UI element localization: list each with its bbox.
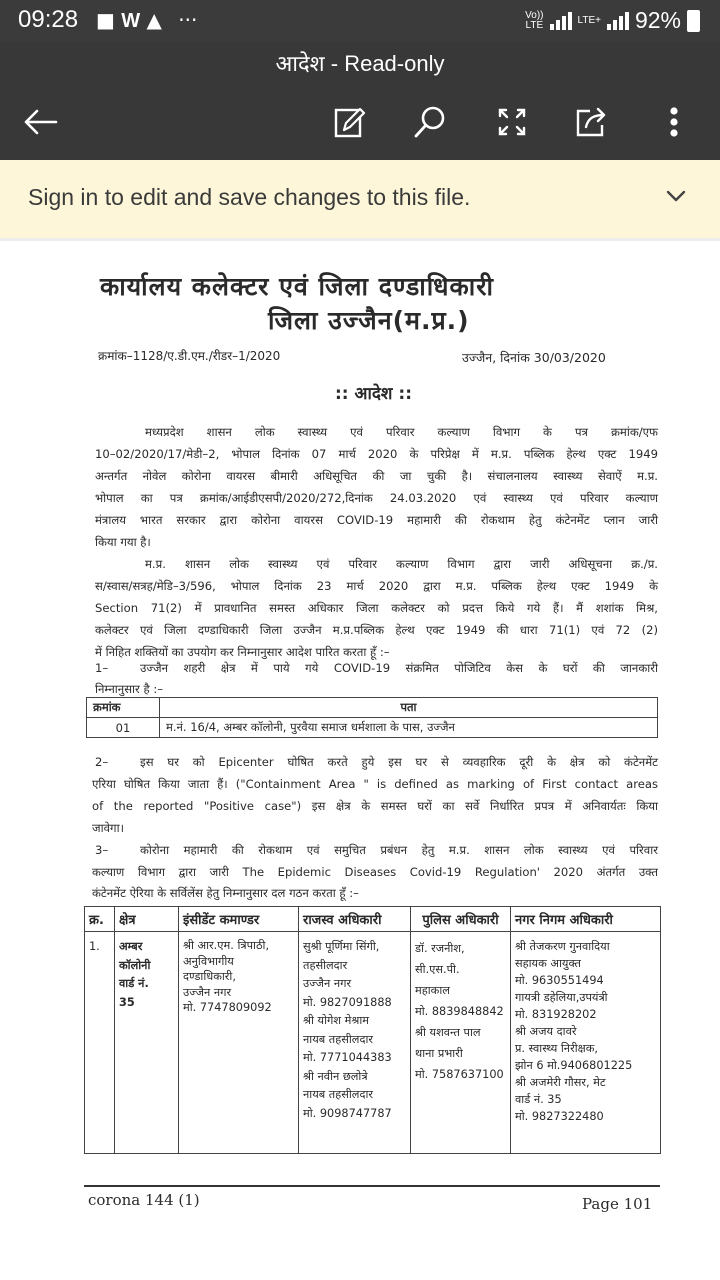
- table-cell-area: अम्बर कॉलोनी वार्ड नं. 35: [115, 932, 179, 1154]
- para1-line: अन्तर्गत नोवेल कोरोना वायरस बीमारी अधिसूचित की जा चुकी है। संचालनालय स्वास्थ्य सेवाऐं म.प्र.: [95, 469, 658, 483]
- battery-icon: [687, 10, 700, 32]
- table-header: पता: [160, 698, 658, 718]
- point1-line: निम्नानुसार है :–: [95, 682, 164, 696]
- fullscreen-icon: [496, 106, 528, 138]
- table-cell-police-officer: डॉ. रजनीश, सी.एस.पी. महाकाल मो. 8839848842 श्री यशवन्त पाल थाना प्रभारी मो. 7587637100: [411, 932, 511, 1154]
- table-header: क्रमांक: [87, 698, 160, 718]
- table-cell: म.नं. 16/4, अम्बर कॉलोनी, पुरवैया समाज धर्मशाला के पास, उज्जैन: [160, 718, 658, 738]
- table-cell: 01: [87, 718, 160, 738]
- office-heading: कार्यालय कलेक्टर एवं जिला दण्डाधिकारी: [100, 272, 494, 301]
- chat-icon: ■: [96, 8, 115, 32]
- para1-line: 10–02/2020/17/मेडी–2, भोपाल दिनांक 07 मार्च 2020 के परिप्रेक्ष में म.प्र. पब्लिक हेल्थ एक्ट 1949: [95, 447, 658, 461]
- share-button[interactable]: [570, 100, 614, 144]
- notification-icons: [96, 8, 197, 33]
- lte-plus-label: LTE+: [577, 14, 601, 26]
- sign-in-banner[interactable]: [0, 160, 720, 238]
- edit-button[interactable]: [328, 100, 372, 144]
- table-cell-incident-commander: श्री आर.एम. त्रिपाठी, अनुविभागीय दण्डाधिकारी, उज्जैन नगर मो. 7747809092: [179, 932, 299, 1154]
- app-bar: [0, 42, 720, 160]
- para2-line: म.प्र. शासन लोक स्वास्थ्य एवं परिवार कल्याण विभाग द्वारा जारी अधिसूचना क्र./प्र.: [145, 557, 658, 571]
- point3-line: कल्याण विभाग द्वारा जारी The Epidemic Diseases Covid-19 Regulation' 2020 अंतर्गत उक्त: [92, 865, 658, 879]
- para1-line: भोपाल का पत्र क्रमांक/आईडीएसपी/2020/272,दिनांक 24.03.2020 एवं स्वास्थ्य एवं परिवार कल्याण: [95, 491, 658, 505]
- document-page: [0, 241, 720, 1280]
- point2-number: 2–: [95, 755, 109, 769]
- table-header: क्र.: [85, 907, 115, 932]
- point3-number: 3–: [95, 843, 109, 857]
- table-cell-municipal-officer: श्री तेजकरण गुनवादिया सहायक आयुक्त मो. 9630551494 गायत्री डहेलिया,उपयंत्री मो. 831928202 श्री अजय दावरे प्र. स्वास्थ्य निरीक्षक, झोन 6 मो.9406801225 श्री अजमेरी गौसर, मेट वार्ड नं. 35 मो. 9827322480: [511, 932, 661, 1154]
- para1-line: मंत्रालय भारत सरकार द्वारा कोरोना वायरस COVID-19 महामारी की रोकथाम हेतु कंटेनमेंट प्लान जारी: [95, 513, 658, 527]
- para1-line: किया गया है।: [95, 535, 151, 549]
- edit-icon: [332, 104, 368, 140]
- order-date: उज्जैन, दिनांक 30/03/2020: [462, 350, 606, 365]
- table-cell-sno: 1.: [85, 932, 115, 1154]
- point3-line: कंटेनमेंट ऐरिया के सर्विलेंस हेतु निम्नानुसार दल गठन करता हूँ :–: [92, 886, 359, 900]
- table-header: नगर निगम अधिकारी: [511, 907, 661, 932]
- signal-icon: [550, 12, 572, 30]
- table-header-row: [87, 698, 658, 718]
- page-number: Page 101: [582, 1195, 653, 1213]
- para2-line: कलेक्टर एवं जिला दण्डाधिकारी जिला उज्जैन म.प्र.पब्लिक हेल्थ एक्ट 1949 की धारा 71(1) एवं 72 (2): [95, 623, 658, 637]
- table-header: पुलिस अधिकारी: [411, 907, 511, 932]
- search-button[interactable]: [408, 100, 452, 144]
- status-bar: [0, 0, 720, 42]
- more-icon: ···: [178, 8, 198, 32]
- table-row: [85, 932, 661, 1154]
- para1-line: मध्यप्रदेश शासन लोक स्वास्थ्य एवं परिवार कल्याण विभाग के पत्र क्रमांक/एफ: [145, 425, 658, 439]
- more-options-button[interactable]: [652, 100, 696, 144]
- table-header: राजस्व अधिकारी: [299, 907, 411, 932]
- para2-line: में निहित शक्तियों का उपयोग कर निम्नानुसार आदेश पारित करता हूँ :–: [95, 645, 390, 659]
- point2-line: इस घर को Epicenter घोषित करते हुये इस घर से व्यवहारिक दूरी के क्षेत्र को कंटेनमेंट: [140, 755, 658, 769]
- point1-line: उज्जैन शहरी क्षेत्र में पाये गये COVID-19 संक्रमित पोजिटिव केस के घरों की जानकारी: [140, 661, 658, 675]
- team-table: [84, 906, 661, 1154]
- battery-level: 92%: [634, 7, 681, 33]
- table-header-row: [85, 907, 661, 932]
- banner-expand-button[interactable]: [666, 188, 686, 207]
- point1-number: 1–: [95, 661, 109, 675]
- district-heading: जिला उज्जैन(म.प्र.): [268, 306, 470, 335]
- table-header: इंसीडेंट कमाण्डर: [179, 907, 299, 932]
- chevron-down-icon: [666, 189, 686, 203]
- document-title: आदेश - Read-only: [275, 51, 445, 76]
- banner-message: Sign in to edit and save changes to this file.: [28, 184, 471, 210]
- table-header: क्षेत्र: [115, 907, 179, 932]
- para2-line: Section 71(2) में प्रावधानित समस्त अधिकार जिला कलेक्टर को प्रदत्त किये गये हैं। मैं शशांक मिश्र,: [95, 601, 658, 615]
- address-table: [86, 697, 658, 738]
- more-vert-icon: [668, 106, 680, 138]
- point3-line: कोरोना महामारी की रोकथाम एवं समुचित प्रबंधन हेतु म.प्र. शासन लोक स्वास्थ्य एवं परिवार: [140, 843, 658, 857]
- point2-line: जावेगा।: [92, 821, 124, 835]
- order-title: :: आदेश ::: [335, 384, 412, 404]
- signal-2-icon: [607, 12, 629, 30]
- w-icon: W: [121, 10, 141, 32]
- back-arrow-icon: [22, 107, 58, 137]
- footer-rule: [84, 1185, 660, 1187]
- point2-line: एरिया घोषित किया जाता हैं। ("Containment Area " is defined as marking of First contact areas: [92, 777, 658, 791]
- table-cell-revenue-officer: सुश्री पूर्णिमा सिंगी, तहसीलदार उज्जैन नगर मो. 9827091888 श्री योगेश मेश्राम नायब तहसीलदार मो. 7771044383 श्री नवीन छलोत्रे नायब तहसीलदार मो. 9098747787: [299, 932, 411, 1154]
- status-time: 09:28: [18, 6, 79, 33]
- table-row: [87, 718, 658, 738]
- para2-line: स/स्वास/सत्रह/मेडि–3/596, भोपाल दिनांक 23 मार्च 2020 द्वारा म.प्र. पब्लिक हेल्थ एक्ट 1949 के: [95, 579, 658, 593]
- point2-line: of the reported "Positive case") इस क्षेत्र के समस्त घरों का सर्वे निर्धारित प्रपत्र में अनिवार्यतः किया: [92, 799, 658, 813]
- alert-icon: ▲: [146, 8, 162, 32]
- share-icon: [574, 105, 610, 139]
- fullscreen-button[interactable]: [490, 100, 534, 144]
- search-icon: [412, 104, 448, 140]
- volte-label: Vo)) LTE: [525, 9, 544, 31]
- footer-file-label: corona 144 (1): [88, 1191, 200, 1209]
- back-button[interactable]: [18, 100, 62, 144]
- status-right: [525, 7, 700, 34]
- reference-number: क्रमांक–1128/ए.डी.एम./रीडर–1/2020: [98, 349, 281, 363]
